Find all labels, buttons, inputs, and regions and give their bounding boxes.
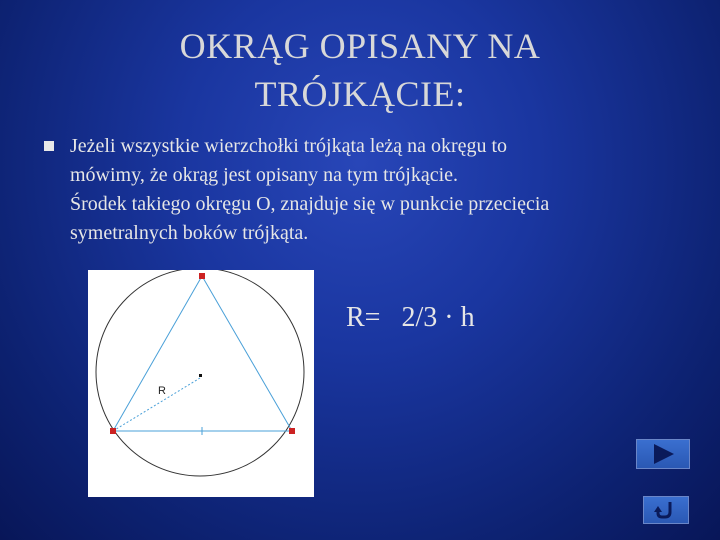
vertex-left	[110, 428, 116, 434]
radius-label: R	[158, 385, 166, 397]
play-triangle-icon	[637, 440, 689, 468]
circumcircle	[96, 270, 304, 476]
vertex-right	[289, 428, 295, 434]
body-line-4: symetralnych boków trójkąta.	[70, 222, 309, 244]
return-button[interactable]	[643, 496, 689, 524]
next-slide-button[interactable]	[636, 439, 690, 469]
circumscribed-circle-figure	[88, 270, 314, 497]
radius-line	[113, 378, 200, 431]
body-text	[70, 132, 670, 248]
return-arrow-icon	[644, 497, 688, 523]
title-line-1: OKRĄG OPISANY NA	[179, 26, 541, 66]
body-line-3: Środek takiego okręgu O, znajduje się w punkcie przecięcia	[70, 193, 550, 215]
radius-formula: R= 2/3 · h	[346, 302, 475, 333]
vertex-top	[199, 273, 205, 279]
body-line-1: Jeżeli wszystkie wierzchołki trójkąta leżą na okręgu to	[70, 135, 508, 157]
center-point	[199, 374, 202, 377]
body-line-2: mówimy, że okrąg jest opisany na tym trójkącie.	[70, 164, 459, 186]
slide-title	[0, 22, 720, 118]
triangle	[113, 276, 292, 431]
title-line-2: TRÓJKĄCIE:	[254, 74, 466, 114]
bullet-square-icon	[44, 141, 54, 151]
figure-svg	[88, 270, 314, 497]
